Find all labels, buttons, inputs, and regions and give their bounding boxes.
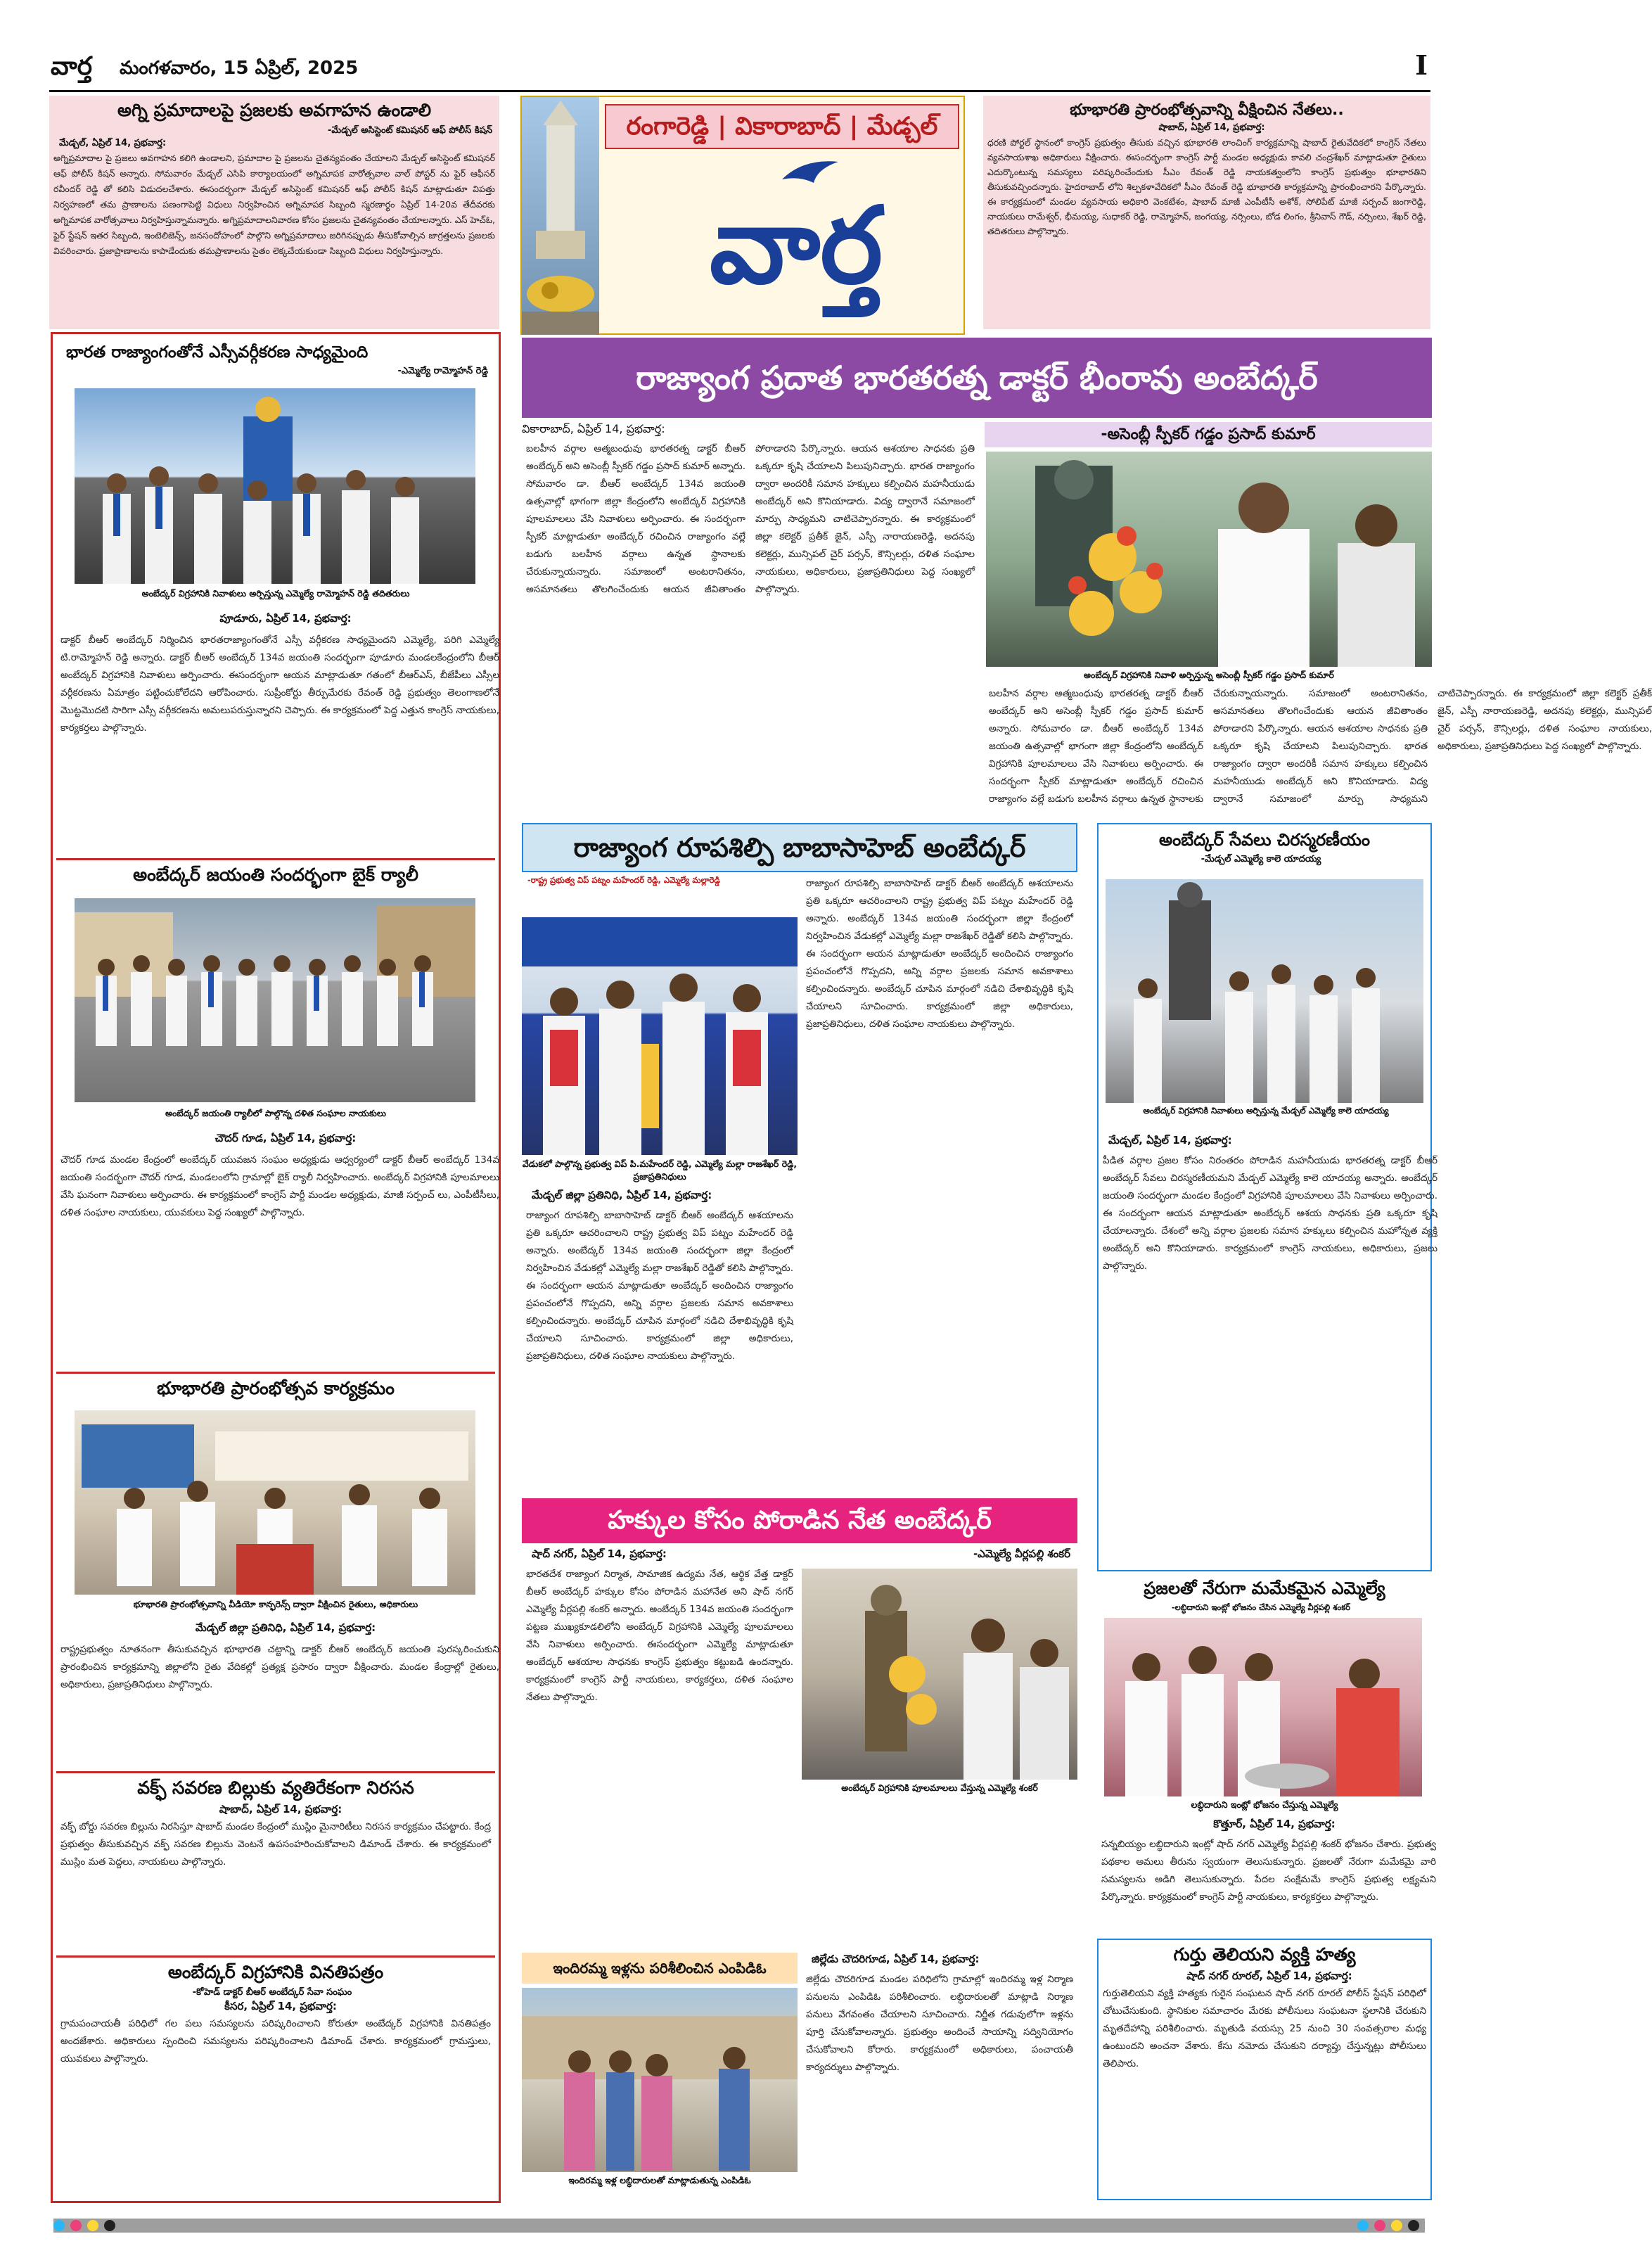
body: అగ్నిప్రమాదాల పై ప్రజలు అవగాహన కలిగి ఉండాలని, ప్రమాదాల పై ప్రజలను చైతన్యవంతం చేయాలని మేడ్చల్ అసిస్టెంట్ కమిషనర్ ఆఫ్ పోలీస్ కిషన్ అన్నారు. సోమవారం మేడ్చల్ ఎసిపి కార్యాలయంలో అగ్నిమాపక వారోత్సవాల వాల్ పోస్టర్ ను ఫైర్ ఆఫీసర్ రవీందర్ రెడ్డి తో కలిసి విడుదలచేశారు. ఈసందర్భంగా మేడ్చల్ అసిస్టెంట్ కమిషనర్ ఆఫ్ పోలీస్ కిషన్ మాట్లాడుతూ విపత్తు నిర్వహణలో తమ ప్రాణాలను పణంగాపెట్టి విధులు నిర్వహించిన అగ్నిమాపక సిబ్బంది స్మరణార్థం ఏప్రిల్ 14-20వ తేదీవరకు అగ్నిమాపక వారోత్సవాలు నిర్వహిస్తున్నామన్నారు. అగ్నిప్రమాదాలనివారణ కోసం ప్రజలను చైతన్యవంతం చేయాలన్నారు. ఎస్ హెచ్ఓ, ఫైర్ స్టేషన్ ఇతర సిబ్బంది, ఇంటెలిజెన్స్, జనసందోహంలో పాల్గొని అగ్నిప్రమాదాలు జరిగినప్పుడు తీసుకోవాల్సిన జాగ్రత్తలను ప్రజలకు వివరించారు. ప్రజాప్రాణాలను కాపాడేందుకు తమప్రాణాలను సైతం లెక్కచేయకుండా సిబ్బంది విధులు నిర్వహిస్తున్నారు.	[53, 153, 495, 256]
page-number: I	[1415, 49, 1428, 81]
dateline: కొత్తూర్, ఏప్రిల్ 14, ప్రభవార్త:	[1213, 1818, 1336, 1830]
photo-farmers-video	[75, 1410, 475, 1595]
registration-dot-cyan-right	[1357, 2220, 1369, 2231]
registration-dot-yellow	[87, 2220, 98, 2231]
body: చౌదర్ గూడ మండల కేంద్రంలో అంబేద్కర్ యువజన సంఘం అధ్యక్షుడు ఆధ్వర్యంలో డాక్టర్ బీఆర్ అంబేద్కర్ 134వ జయంతి సందర్భంగా చౌదర్ గూడ, మండలంలోని గ్రామాల్లో బైక్ ర్యాలీ నిర్వహించారు. అంబేద్కర్ విగ్రహానికి పూలమాలలు వేసి ఘనంగా నివాళులు అర్పించారు. ఈ కార్యక్రమంలో కాంగ్రెస్ పార్టీ మండల అధ్యక్షుడు, మాజీ సర్పంచ్ లు, ఎంపీటీసీలు, దళిత సంఘాల నాయకులు, యువకులు పెద్ద సంఖ్యలో పాల్గొన్నారు.	[60, 1154, 499, 1218]
body: ధరణి పోర్టల్ స్థానంలో కాంగ్రెస్ ప్రభుత్వం తీసుకు వచ్చిన భూభారతి లాంచింగ్ కార్యక్రమాన్ని షాబాద్ రైతువేదికలో కాంగ్రెస్ నేతలు వ్యవసాయశాఖ అధికారులు వీక్షించారు. ఈసందర్భంగా కాంగ్రెస్ పార్టీ మండల అధ్యక్షుడు కావలి చంద్రశేఖర్ మాట్లాడుతూ రైతులు ఎదుర్కొంటున్న సమస్యలు పరిష్కరించేందుకు సీఎం రేవంత్ రెడ్డి నాయకత్వంలోని కాంగ్రెస్ ప్రభుత్వం భూభారతిని తీసుకువచ్చిందన్నారు. హైదరాబాద్ లోని శిల్పకళావేదికలో సీఎం రేవంత్ రెడ్డి భూభారతి కార్యక్రమాన్ని ప్రారంభించారని పేర్కొన్నారు. ఈ కార్యక్రమంలో మండల వ్యవసాయ అధికారి వెంకటేశం, షాబాద్ మాజీ ఎంపీటీసీ అశోక్, సోలిపేట్ మాజీ సర్పంచ్ జంగారెడ్డి, నాయకులు రామేశ్వర్, భీమయ్య, సుధాకర్ రెడ్డి, రామ్మోహన్, జంగయ్య, నర్సింలు, బోడ లింగం, శ్రీనివాస్ గౌడ్, నర్సింలు, శేఖర్ రెడ్డి, తదితరులు పాల్గొన్నారు.	[987, 137, 1426, 236]
dateline: షాబాద్, ఏప్రిల్ 14, ప్రభవార్త:	[1158, 122, 1265, 133]
issue-date: మంగళవారం, 15 ఏప్రిల్, 2025	[120, 58, 359, 79]
headline: ప్రజలతో నేరుగా మమేకమైన ఎమ్మెల్యే	[1144, 1578, 1385, 1598]
photo-whip-ceremony	[522, 917, 798, 1155]
headline: భూభారతి ప్రారంభోత్సవాన్ని వీక్షించిన నేతలు..	[1070, 101, 1344, 119]
edition-logo-block	[520, 96, 965, 335]
paper-name-small: వార్త	[51, 52, 93, 81]
dateline: షాబాద్, ఏప్రిల్ 14, ప్రభవార్త:	[219, 1803, 342, 1815]
main-body-continued: బలహీన వర్గాల ఆత్మబంధువు భారతరత్న డాక్టర్ బీఆర్ అంబేద్కర్ అని అసెంబ్లీ స్పీకర్ గడ్డం ప్రసాద్ కుమార్ అన్నారు. సోమవారం డా. బీఆర్ అంబేద్కర్ 134వ జయంతి ఉత్సవాల్లో భాగంగా జిల్లా కేంద్రంలోని అంబేద్కర్ విగ్రహానికి పూలమాలలు వేసి నివాళులు అర్పించారు. ఈ సందర్భంగా స్పీకర్ మాట్లాడుతూ అంబేద్కర్ రచించిన రాజ్యాంగం వల్లే బడుగు బలహీన వర్గాలు ఉన్నత స్థానాలకు చేరుకున్నాయన్నారు. సమాజంలో అంటరానితనం, అసమానతలు తొలగించేందుకు ఆయన జీవితాంతం పోరాడారని పేర్కొన్నారు. ఆయన ఆశయాల సాధనకు ప్రతి ఒక్కరూ కృషి చేయాలని పిలుపునిచ్చారు. భారత రాజ్యాంగం ద్వారా అందరికీ సమాన హక్కులు కల్పించిన మహనీయుడు అంబేద్కర్ అని కొనియాడారు. విద్య ద్వారానే సమాజంలో మార్పు సాధ్యమని చాటిచెప్పారన్నారు. ఈ కార్యక్రమంలో జిల్లా కలెక్టర్ ప్రతీక్ జైన్, ఎస్పీ నారాయణరెడ్డి, అదనపు కలెక్టర్లు, మున్సిపల్ చైర్ పర్సన్, కౌన్సిలర్లు, దళిత సంఘాల నాయకులు, అధికారులు, ప్రజాప్రతినిధులు పెద్ద సంఖ్యలో పాల్గొన్నారు.	[989, 688, 1652, 805]
article-bike-rally	[56, 858, 499, 1372]
headline: అంబేద్కర్ సేవలు చిరస్మరణీయం	[1158, 830, 1371, 850]
headline: భూభారతి ప్రారంభోత్సవ కార్యక్రమం	[157, 1378, 395, 1398]
registration-dot-black-right	[1408, 2220, 1419, 2231]
photo-mla-dining	[1104, 1618, 1422, 1796]
byline: -ఎమ్మెల్యే రామ్మోహన్ రెడ్డి	[397, 366, 488, 376]
dateline: చౌదర్ గూడ, ఏప్రిల్ 14, ప్రభవార్త:	[214, 1132, 357, 1144]
article-ambedkar-services	[1097, 823, 1438, 1571]
body: రాష్ట్రప్రభుత్వం నూతనంగా తీసుకువచ్చిన భూభారతి చట్టాన్ని డాక్టర్ బీఆర్ అంబేద్కర్ జయంతి పురస్కరించుకుని ప్రారంభించిన కార్యక్రమాన్ని జిల్లాలోని రైతు వేదికల్లో ప్రత్యక్ష ప్రసారం ద్వారా వీక్షించారు. మండల కేంద్రాల్లో రైతులు, అధికారులు, ప్రజాప్రతినిధులు పాల్గొన్నారు.	[60, 1644, 499, 1690]
article-statue-petition	[56, 1955, 495, 2197]
article-bhubharati-leaders	[983, 96, 1430, 329]
rights-dateline: షాద్ నగర్, ఏప్రిల్ 14, ప్రభవార్త:	[532, 1547, 667, 1560]
main-caption: అంబేద్కర్ విగ్రహానికి నివాళి అర్పిస్తున్న అసెంబ్లీ స్పీకర్ గడ్డం ప్రసాద్ కుమార్	[1084, 670, 1334, 680]
dateline: మేడ్చల్, ఏప్రిల్ 14, ప్రభవార్త:	[59, 138, 167, 148]
dateline: పూడూరు, ఏప్రిల్ 14, ప్రభవార్త:	[219, 612, 352, 625]
registration-dot-cyan	[53, 2220, 65, 2231]
body: గుర్తుతెలియని వ్యక్తి హత్యకు గురైన సంఘటన షాద్ నగర్ రూరల్ పోలీస్ స్టేషన్ పరిధిలో చోటుచేసుకుంది. స్థానికుల సమాచారం మేరకు పోలీసులు సంఘటనా స్థలానికి చేరుకుని మృతదేహాన్ని పరిశీలించారు. మృతుడి వయస్సు 25 నుంచి 30 సంవత్సరాల మధ్య ఉంటుందని అంచనా వేశారు. కేసు నమోదు చేసుకుని దర్యాప్తు చేస్తున్నట్లు పోలీసులు తెలిపారు.	[1103, 1988, 1426, 2069]
dateline: మేడ్చల్, ఏప్రిల్ 14, ప్రభవార్త:	[1108, 1134, 1232, 1147]
logo-text: వార్త	[709, 184, 883, 307]
byline: -కోహెడ్ డాక్టర్ బీఆర్ అంబేద్కర్ సేవా సంఘం	[192, 1987, 352, 1998]
registration-dot-magenta	[70, 2220, 82, 2231]
indiramma-caption: ఇందిరమ్మ ఇళ్ల లబ్ధిదారులతో మాట్లాడుతున్న ఎంపిడిఓ	[568, 2175, 751, 2185]
body: డాక్టర్ బీఆర్ అంబేద్కర్ నిర్మించిన భారతరాజ్యాంగంతోనే ఎస్సీ వర్గీకరణ సాధ్యమైందని ఎమ్మెల్యే, పరిగి ఎమ్మెల్యే టి.రామ్మోహన్ రెడ్డి అన్నారు. డాక్టర్ బీఆర్ అంబేద్కర్ 134వ జయంతి సందర్భంగా పూడూరు మండలకేంద్రంలోని బీఆర్ అంబేద్కర్ విగ్రహానికి నివాళులు అర్పించారు. ఈసందర్భంగా ఆయన మాట్లాడుతూ గతంలో బీఆర్ఎస్, బీజేపీలు ఎస్సీల వర్గీకరణను ఏమాత్రం పట్టించుకోలేదని ఆరోపించారు. సుప్రీంకోర్టు తీర్పుమేరకు రేవంత్ రెడ్డి ప్రభుత్వం తెలంగాణలోనే మొట్టమొదటి సారిగా ఎస్సీ వర్గీకరణను అమలుపరుస్తున్నారని చెప్పారు. ఈ కార్యక్రమంలో పెద్ద ఎత్తున కాంగ్రెస్ నాయకులు, కార్యకర్తలు పాల్గొన్నారు.	[60, 634, 499, 734]
byline: -మేడ్చల్ అసిస్టెంట్ కమిషనర్ ఆఫ్ పోలీస్ కిషన్	[327, 125, 492, 136]
body: పీడిత వర్గాల ప్రజల కోసం నిరంతరం పోరాడిన మహనీయుడు భారతరత్న డాక్టర్ బీఆర్ అంబేద్కర్ సేవలు చిరస్మరణీయమని మేడ్చల్ ఎమ్మెల్యే కాలె యాదయ్య అన్నారు. అంబేద్కర్ జయంతి సందర్భంగా మండల కేంద్రంలో విగ్రహానికి పూలమాలలు వేసి నివాళులు అర్పించారు. ఈ సందర్భంగా ఆయన మాట్లాడుతూ అంబేద్కర్ ఆశయ సాధనకు ప్రతి ఒక్కరూ కృషి చేయాలన్నారు. దేశంలో అన్ని వర్గాల ప్రజలకు సమాన హక్కులు కల్పించిన మహోన్నత వ్యక్తి అంబేద్కర్ అని కొనియాడారు. కార్యక్రమంలో కాంగ్రెస్ నాయకులు, అధికారులు, ప్రజలు పాల్గొన్నారు.	[1103, 1155, 1438, 1272]
indiramma-dateline: జిల్లేడు చౌదరిగూడ, ఏప్రిల్ 14, ప్రభవార్త:	[812, 1953, 980, 1965]
edition-banner: రంగారెడ్డి | వికారాబాద్ | మేడ్చల్	[605, 104, 959, 149]
dateline: షాద్ నగర్ రూరల్, ఏప్రిల్ 14, ప్రభవార్త:	[1186, 1970, 1352, 1982]
caption: అంబేద్కర్ జయంతి ర్యాలీలో పాల్గొన్న దళిత సంఘాల నాయకులు	[165, 1108, 387, 1118]
main-headline: రాజ్యాంగ ప్రదాత భారతరత్న డాక్టర్ భీంరావు అంబేద్కర్	[522, 338, 1432, 418]
caption: అంబేద్కర్ విగ్రహానికి నివాళులు అర్పిస్తున్న ఎమ్మెల్యే రామ్మోహన్ రెడ్డి తదితరులు	[141, 588, 410, 599]
caption: భూభారతి ప్రారంభోత్సవాన్ని వీడియో కాన్ఫరెన్స్ ద్వారా వీక్షించిన రైతులు, అధికారులు	[133, 1599, 418, 1609]
rights-headline: హక్కుల కోసం పోరాడిన నేత అంబేద్కర్	[522, 1498, 1077, 1543]
registration-dot-magenta-right	[1374, 2220, 1385, 2231]
rights-byline: -ఎమ్మెల్యే వీర్లపల్లి శంకర్	[973, 1547, 1070, 1560]
body: సన్నబియ్యం లబ్ధిదారుని ఇంట్లో షాద్ నగర్ ఎమ్మెల్యే వీర్లపల్లి శంకర్ భోజనం చేశారు. ప్రభుత్వ పథకాల అమలు తీరును స్వయంగా తెలుసుకున్నారు. ప్రజలతో నేరుగా మమేకమై వారి సమస్యలను అడిగి తెలుసుకున్నారు. పేదల సంక్షేమమే కాంగ్రెస్ ప్రభుత్వ లక్ష్యమని పేర్కొన్నారు. కార్యక్రమంలో కాంగ్రెస్ పార్టీ నాయకులు, కార్యకర్తలు పాల్గొన్నారు.	[1101, 1839, 1436, 1903]
headline: అంబేద్కర్ జయంతి సందర్భంగా బైక్ ర్యాలీ	[133, 864, 418, 885]
architect-body-right: రాజ్యాంగ రూపశిల్పి బాబాసాహెబ్ డాక్టర్ బీఆర్ అంబేద్కర్ ఆశయాలను ప్రతి ఒక్కరూ ఆచరించాలని రాష్ట్ర ప్రభుత్వ విప్ పట్నం మహేందర్ రెడ్డి అన్నారు. అంబేద్కర్ 134వ జయంతి సందర్భంగా జిల్లా కేంద్రంలో నిర్వహించిన వేడుకల్లో ఎమ్మెల్యే మల్లా రాజశేఖర్ రెడ్డితో కలిసి పాల్గొన్నారు. ఈ సందర్భంగా ఆయన మాట్లాడుతూ అంబేద్కర్ అందించిన రాజ్యాంగం ప్రపంచంలోనే గొప్పదని, అన్ని వర్గాల ప్రజలకు సమాన అవకాశాలు కల్పించిందన్నారు. అంబేద్కర్ చూపిన మార్గంలో నడిచి దేశాభివృద్ధికి కృషి చేయాలని సూచించారు. కార్యక్రమంలో జిల్లా అధికారులు, ప్రజాప్రతినిధులు, దళిత సంఘాల నాయకులు పాల్గొన్నారు.	[806, 878, 1073, 1030]
main-body: బలహీన వర్గాల ఆత్మబంధువు భారతరత్న డాక్టర్ బీఆర్ అంబేద్కర్ అని అసెంబ్లీ స్పీకర్ గడ్డం ప్రసాద్ కుమార్ అన్నారు. సోమవారం డా. బీఆర్ అంబేద్కర్ 134వ జయంతి ఉత్సవాల్లో భాగంగా జిల్లా కేంద్రంలోని అంబేద్కర్ విగ్రహానికి పూలమాలలు వేసి నివాళులు అర్పించారు. ఈ సందర్భంగా స్పీకర్ మాట్లాడుతూ అంబేద్కర్ రచించిన రాజ్యాంగం వల్లే బడుగు బలహీన వర్గాలు ఉన్నత స్థానాలకు చేరుకున్నాయన్నారు. సమాజంలో అంటరానితనం, అసమానతలు తొలగించేందుకు ఆయన జీవితాంతం పోరాడారని పేర్కొన్నారు. ఆయన ఆశయాల సాధనకు ప్రతి ఒక్కరూ కృషి చేయాలని పిలుపునిచ్చారు. భారత రాజ్యాంగం ద్వారా అందరికీ సమాన హక్కులు కల్పించిన మహనీయుడు అంబేద్కర్ అని కొనియాడారు. విద్య ద్వారానే సమాజంలో మార్పు సాధ్యమని చాటిచెప్పారన్నారు. ఈ కార్యక్రమంలో జిల్లా కలెక్టర్ ప్రతీక్ జైన్, ఎస్పీ నారాయణరెడ్డి, అదనపు కలెక్టర్లు, మున్సిపల్ చైర్ పర్సన్, కౌన్సిలర్లు, దళిత సంఘాల నాయకులు, అధికారులు, ప్రజాప్రతినిధులు పెద్ద సంఖ్యలో పాల్గొన్నారు.	[526, 443, 975, 595]
architect-byline: -రాష్ట్ర ప్రభుత్వ విప్ పట్నం మహేందర్ రెడ్డి, ఎమ్మెల్యే మల్లారెడ్డి	[527, 875, 720, 885]
headline: అగ్ని ప్రమాదాలపై ప్రజలకు అవగాహన ఉండాలి	[117, 100, 432, 120]
rights-body: భారతదేశ రాజ్యాంగ నిర్మాత, సామాజిక ఉద్యమ నేత, ఆర్థిక వేత్త డాక్టర్ బీఆర్ అంబేద్కర్ హక్కుల కోసం పోరాడిన మహానేత అని షాద్ నగర్ ఎమ్మెల్యే వీర్లపల్లి శంకర్ అన్నారు. అంబేద్కర్ 134వ జయంతి సందర్భంగా పట్టణ ముఖ్యకూడలిలోని అంబేద్కర్ విగ్రహానికి ఎమ్మెల్యే పూలమాలలు వేసి నివాళులు అర్పించారు. ఈసందర్భంగా ఎమ్మెల్యే మాట్లాడుతూ అంబేద్కర్ ఆశయాల సాధనకు కాంగ్రెస్ ప్రభుత్వం కట్టుబడి ఉందన్నారు. కార్యక్రమంలో కాంగ్రెస్ పార్టీ నాయకులు, కార్యకర్తలు, దళిత సంఘాల నేతలు పాల్గొన్నారు.	[526, 1569, 793, 1703]
temple-image	[522, 97, 599, 335]
photo-speaker-tribute	[986, 452, 1432, 667]
architect-dateline: మేడ్చల్ జిల్లా ప్రతినిధి, ఏప్రిల్ 14, ప్రభవార్త:	[532, 1189, 712, 1201]
article-bhubharati-program	[56, 1372, 499, 1771]
registration-dot-yellow-right	[1391, 2220, 1402, 2231]
body: గ్రామపంచాయతీ పరిధిలో గల పలు సమస్యలను పరిష్కరించాలని కోరుతూ అంబేద్కర్ విగ్రహానికి వినతిపత్రం అందజేశారు. అధికారులు స్పందించి సమస్యలను పరిష్కరించాలని డిమాండ్ చేశారు. కార్యక్రమంలో గ్రామస్తులు, యువకులు పాల్గొన్నారు.	[60, 2018, 491, 2064]
masthead-rule	[49, 90, 1430, 92]
body: వక్ఫ్ బోర్డు సవరణ బిల్లును నిరసిస్తూ షాబాద్ మండల కేంద్రంలో ముస్లిం మైనారిటీలు నిరసన కార్యక్రమం చేపట్టారు. కేంద్ర ప్రభుత్వం తీసుకువచ్చిన వక్ఫ్ సవరణ బిల్లును వెంటనే ఉపసంహరించుకోవాలని డిమాండ్ చేశారు. ఈ కార్యక్రమంలో ముస్లిం మత పెద్దలు, నాయకులు పాల్గొన్నారు.	[60, 1821, 491, 1868]
article-constitution-equality	[56, 338, 499, 858]
headline: వక్ఫ్ సవరణ బిల్లుకు వ్యతిరేకంగా నిరసన	[137, 1777, 414, 1798]
rights-caption: అంబేద్కర్ విగ్రహానికి పూలమాలలు వేస్తున్న ఎమ్మెల్యే శంకర్	[841, 1782, 1038, 1793]
article-waqf-protest	[56, 1771, 495, 1955]
dove-icon	[775, 155, 845, 190]
dateline: కీసర, ఏప్రిల్ 14, ప్రభవార్త:	[224, 2000, 337, 2012]
architect-headline: రాజ్యాంగ రూపశిల్పి బాబాసాహెబ్ అంబేద్కర్	[522, 823, 1077, 872]
headline: అంబేద్కర్ విగ్రహానికి వినతిపత్రం	[167, 1962, 384, 1982]
article-fire-awareness	[49, 96, 499, 329]
main-dateline: వికారాబాద్, ఏప్రిల్ 14, ప్రభవార్త:	[522, 422, 665, 435]
main-byline: -అసెంబ్లీ స్పీకర్ గడ్డం ప్రసాద్ కుమార్	[985, 422, 1432, 447]
photo-mpdo-visit	[522, 1988, 798, 2172]
architect-caption: వేడుకలో పాల్గొన్న ప్రభుత్వ విప్ పి.మహేందర్ రెడ్డి, ఎమ్మెల్యే మల్లా రాజశేఖర్ రెడ్డి, ప్రజాప్రతినిధులు	[522, 1159, 798, 1182]
indiramma-body: జిల్లేడు చౌదరిగూడ మండల పరిధిలోని గ్రామాల్లో ఇందిరమ్మ ఇళ్ల నిర్మాణ పనులను ఎంపిడిఓ పరిశీలించారు. లబ్ధిదారులతో మాట్లాడి నిర్మాణ పనులు వేగవంతం చేయాలని సూచించారు. నిర్ణీత గడువులోగా ఇళ్లను పూర్తి చేసుకోవాలన్నారు. ప్రభుత్వం అందించే సాయాన్ని సద్వినియోగం చేసుకోవాలని కోరారు. కార్యక్రమంలో అధికారులు, పంచాయతీ కార్యదర్శులు పాల్గొన్నారు.	[806, 1974, 1073, 2073]
photo-mla-shankar-statue	[802, 1569, 1077, 1780]
article-mla-people	[1097, 1576, 1436, 1934]
headline: గుర్తు తెలియని వ్యక్తి హత్య	[1173, 1944, 1356, 1965]
indiramma-headline: ఇందిరమ్మ ఇళ్లను పరిశీలించిన ఎంపిడిఓ	[522, 1953, 798, 1984]
architect-body-left: రాజ్యాంగ రూపశిల్పి బాబాసాహెబ్ డాక్టర్ బీఆర్ అంబేద్కర్ ఆశయాలను ప్రతి ఒక్కరూ ఆచరించాలని రాష్ట్ర ప్రభుత్వ విప్ పట్నం మహేందర్ రెడ్డి అన్నారు. అంబేద్కర్ 134వ జయంతి సందర్భంగా జిల్లా కేంద్రంలో నిర్వహించిన వేడుకల్లో ఎమ్మెల్యే మల్లా రాజశేఖర్ రెడ్డితో కలిసి పాల్గొన్నారు. ఈ సందర్భంగా ఆయన మాట్లాడుతూ అంబేద్కర్ అందించిన రాజ్యాంగం ప్రపంచంలోనే గొప్పదని, అన్ని వర్గాల ప్రజలకు సమాన అవకాశాలు కల్పించిందన్నారు. అంబేద్కర్ చూపిన మార్గంలో నడిచి దేశాభివృద్ధికి కృషి చేయాలని సూచించారు. కార్యక్రమంలో జిల్లా అధికారులు, ప్రజాప్రతినిధులు, దళిత సంఘాల నాయకులు పాల్గొన్నారు.	[526, 1210, 793, 1362]
caption: అంబేద్కర్ విగ్రహానికి నివాళులు అర్పిస్తున్న మేడ్చల్ ఎమ్మెల్యే కాలె యాదయ్య	[1143, 1106, 1389, 1116]
headline: భారత రాజ్యాంగంతోనే ఎస్సీవర్గీకరణ సాధ్యమైంది	[66, 343, 369, 362]
photo-mla-tribute	[75, 388, 475, 584]
photo-kale-yadaiah	[1106, 879, 1423, 1103]
caption: లబ్ధిదారుని ఇంట్లో భోజనం చేస్తున్న ఎమ్మెల్యే	[1191, 1799, 1338, 1810]
byline: -మేడ్చల్ ఎమ్మెల్యే కాలె యాదయ్య	[1200, 854, 1321, 864]
dateline: మేడ్చల్ జిల్లా ప్రతినిధి, ఏప్రిల్ 14, ప్రభవార్త:	[195, 1621, 376, 1634]
photo-bike-rally	[75, 898, 475, 1102]
article-murder	[1097, 1939, 1432, 2200]
bottom-bar	[53, 2219, 1425, 2233]
registration-dot-black	[104, 2220, 115, 2231]
byline: -లబ్ధిదారుని ఇంట్లో భోజనం చేసిన ఎమ్మెల్యే వీర్లపల్లి శంకర్	[1171, 1602, 1351, 1612]
